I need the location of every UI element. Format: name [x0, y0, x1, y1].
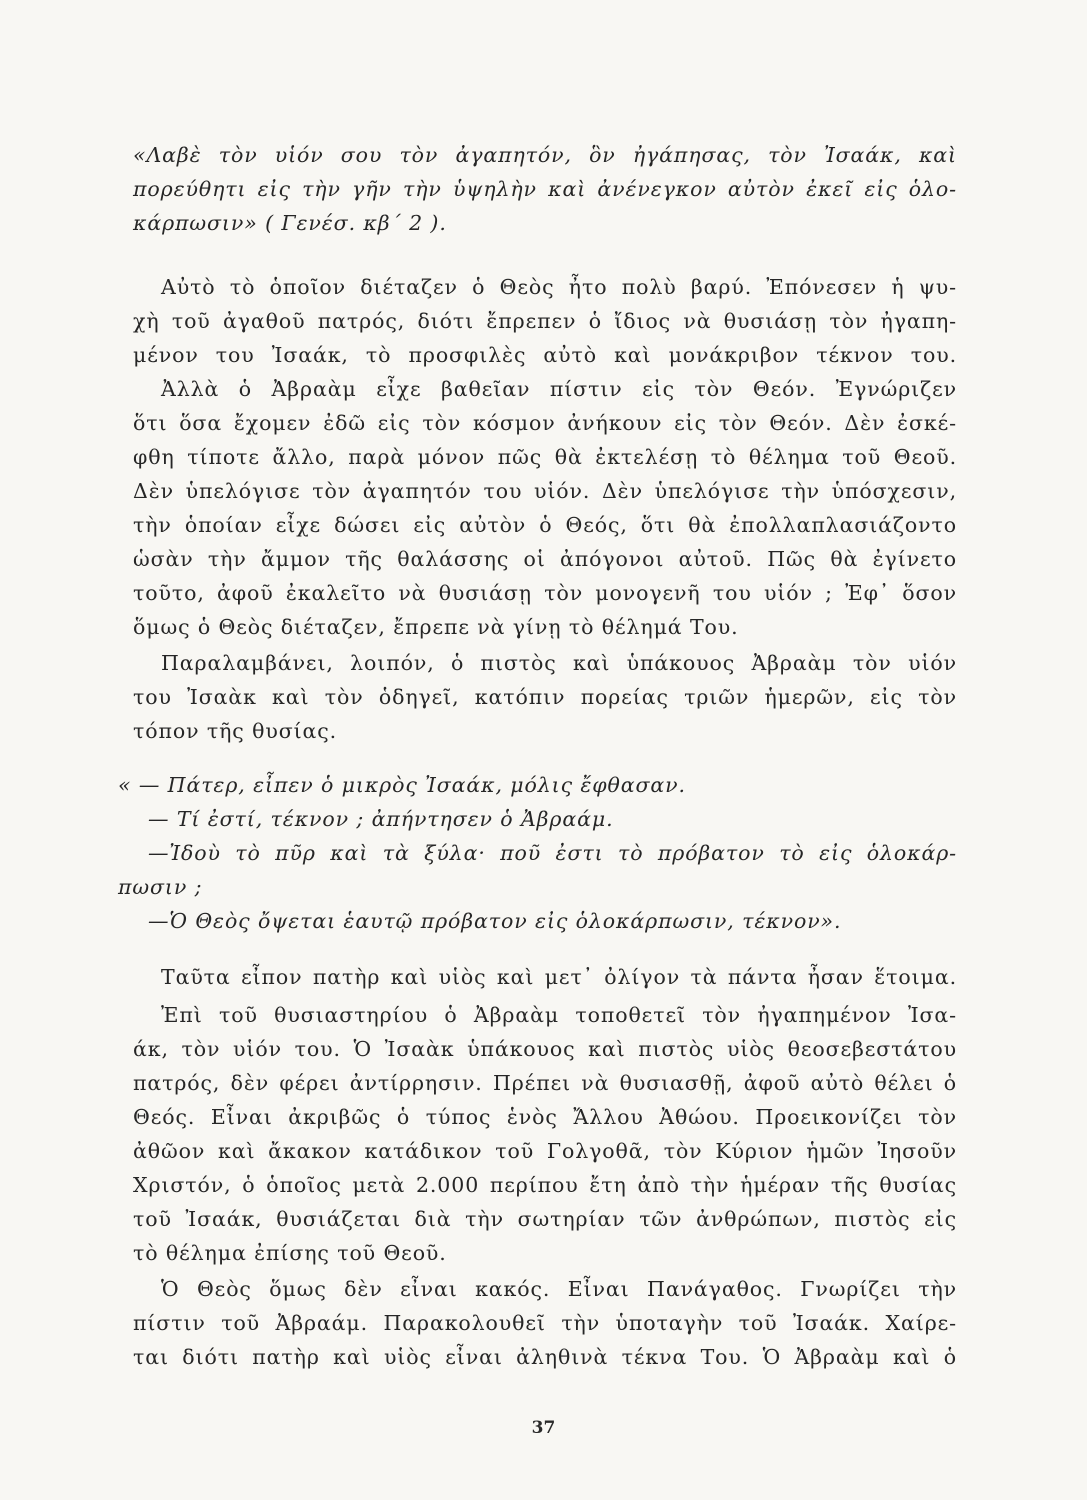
quote-line-1: «Λαβὲ τὸν υἱόν σου τὸν ἀγαπητόν, ὃν ἠγάπησας, τὸν Ἰσαάκ, καὶ [133, 143, 957, 167]
paragraph-5-line-2: άκ, τὸν υἱόν του. Ὁ Ἰσαὰκ ὑπάκουος καὶ πιστὸς υἱὸς θεοσεβεστάτου [133, 1037, 957, 1061]
paragraph-1-line-2: χὴ τοῦ ἀγαθοῦ πατρός, διότι ἔπρεπεν ὁ ἴδιος νὰ θυσιάσῃ τὸν ἠγαπη- [133, 309, 957, 333]
dialogue-line-1: « — Πάτερ, εἶπεν ὁ μικρὸς Ἰσαάκ, μόλις ἔφθασαν. [118, 773, 686, 797]
paragraph-6-line-2: πίστιν τοῦ Ἀβραάμ. Παρακολουθεῖ τὴν ὑποταγὴν τοῦ Ἰσαάκ. Χαίρε- [133, 1311, 957, 1335]
paragraph-2-line-1: Ἀλλὰ ὁ Ἀβραὰμ εἶχε βαθεῖαν πίστιν εἰς τὸν Θεόν. Ἐγνώριζεν [161, 377, 957, 401]
quote-line-3: κάρπωσιν» ( Γενέσ. κβ΄ 2 ). [133, 211, 447, 235]
paragraph-5-line-1: Ἐπὶ τοῦ θυσιαστηρίου ὁ Ἀβραὰμ τοποθετεῖ τὸν ἠγαπημένον Ἰσα- [161, 1003, 957, 1027]
paragraph-6-line-1: Ὁ Θεὸς ὅμως δὲν εἶναι κακός. Εἶναι Πανάγαθος. Γνωρίζει τὴν [161, 1277, 957, 1301]
paragraph-1-line-3: μένον του Ἰσαάκ, τὸ προσφιλὲς αὐτὸ καὶ μονάκριβον τέκνον του. [133, 343, 957, 367]
paragraph-5-line-5: ἀθῶον καὶ ἄκακον κατάδικον τοῦ Γολγοθᾶ, τὸν Κύριον ἡμῶν Ἰησοῦν [133, 1139, 957, 1163]
dialogue-line-2: — Τί ἐστί, τέκνον ; ἀπήντησεν ὁ Ἀβραάμ. [148, 807, 614, 831]
paragraph-4-line-1: Ταῦτα εἶπον πατὴρ καὶ υἱὸς καὶ μετ᾽ ὀλίγον τὰ πάντα ἦσαν ἕτοιμα. [161, 965, 957, 989]
paragraph-5-line-8: τὸ θέλημα ἐπίσης τοῦ Θεοῦ. [133, 1241, 447, 1265]
paragraph-3-line-3: τόπον τῆς θυσίας. [133, 719, 338, 743]
paragraph-5-line-7: τοῦ Ἰσαάκ, θυσιάζεται διὰ τὴν σωτηρίαν τῶν ἀνθρώπων, πιστὸς εἰς [133, 1207, 957, 1231]
paragraph-2-line-5: τὴν ὁποίαν εἶχε δώσει εἰς αὐτὸν ὁ Θεός, ὅτι θὰ ἐπολλαπλασιάζοντο [133, 513, 957, 537]
paragraph-6-line-3: ται διότι πατὴρ καὶ υἱὸς εἶναι ἀληθινὰ τέκνα Του. Ὁ Ἀβραὰμ καὶ ὁ [133, 1345, 957, 1369]
paragraph-2-line-2: ὅτι ὅσα ἔχομεν ἐδῶ εἰς τὸν κόσμον ἀνήκουν εἰς τὸν Θεόν. Δὲν ἐσκέ- [133, 411, 957, 435]
paragraph-5-line-4: Θεός. Εἶναι ἀκριβῶς ὁ τύπος ἑνὸς Ἄλλου Ἀθώου. Προεικονίζει τὸν [133, 1105, 957, 1129]
paragraph-2-line-3: φθη τίποτε ἄλλο, παρὰ μόνον πῶς θὰ ἐκτελέσῃ τὸ θέλημα τοῦ Θεοῦ. [133, 445, 957, 469]
paragraph-3-line-1: Παραλαμβάνει, λοιπόν, ὁ πιστὸς καὶ ὑπάκουος Ἀβραὰμ τὸν υἱόν [161, 651, 957, 675]
paragraph-1-line-1: Αὐτὸ τὸ ὁποῖον διέταζεν ὁ Θεὸς ἦτο πολὺ βαρύ. Ἐπόνεσεν ἡ ψυ- [161, 275, 957, 299]
dialogue-line-3: —Ἰδοὺ τὸ πῦρ καὶ τὰ ξύλα· ποῦ ἐστι τὸ πρόβατον τὸ εἰς ὁλοκάρ- [148, 841, 957, 865]
paragraph-5-line-6: Χριστόν, ὁ ὁποῖος μετὰ 2.000 περίπου ἔτη ἀπὸ τὴν ἡμέραν τῆς θυσίας [133, 1173, 957, 1197]
paragraph-2-line-6: ὡσὰν τὴν ἄμμον τῆς θαλάσσης οἱ ἀπόγονοι αὐτοῦ. Πῶς θὰ ἐγίνετο [133, 547, 957, 571]
paragraph-2-line-4: Δὲν ὑπελόγισε τὸν ἀγαπητόν του υἱόν. Δὲν ὑπελόγισε τὴν ὑπόσχεσιν, [133, 479, 957, 503]
page-number: 37 [531, 1418, 556, 1438]
dialogue-line-4: πωσιν ; [118, 875, 203, 899]
quote-line-2: πορεύθητι εἰς τὴν γῆν τὴν ὑψηλὴν καὶ ἀνένεγκον αὐτὸν ἐκεῖ εἰς ὁλο- [133, 177, 957, 201]
paragraph-5-line-3: πατρός, δὲν φέρει ἀντίρρησιν. Πρέπει νὰ θυσιασθῇ, ἀφοῦ αὐτὸ θέλει ὁ [133, 1071, 957, 1095]
paragraph-3-line-2: του Ἰσαὰκ καὶ τὸν ὁδηγεῖ, κατόπιν πορείας τριῶν ἡμερῶν, εἰς τὸν [133, 685, 957, 709]
paragraph-2-line-7: τοῦτο, ἀφοῦ ἐκαλεῖτο νὰ θυσιάσῃ τὸν μονογενῆ του υἱόν ; Ἐφ᾽ ὅσον [133, 581, 957, 605]
dialogue-line-5: —Ὁ Θεὸς ὄψεται ἑαυτῷ πρόβατον εἰς ὁλοκάρπωσιν, τέκνον». [148, 909, 842, 933]
paragraph-2-line-8: ὅμως ὁ Θεὸς διέταζεν, ἔπρεπε νὰ γίνῃ τὸ θέλημά Του. [133, 615, 739, 639]
